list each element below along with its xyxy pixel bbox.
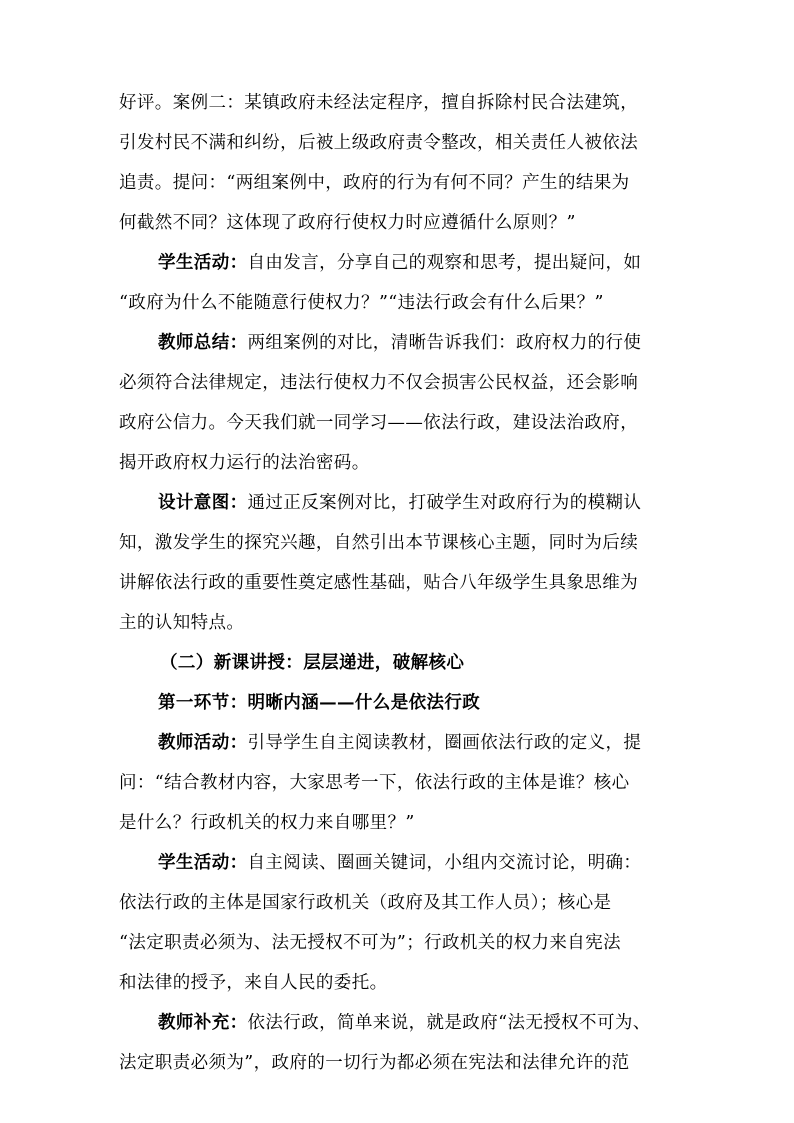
paragraph-line: 讲解依法行政的重要性奠定感性基础，贴合八年级学生具象思维为 [119, 573, 639, 593]
student-activity-label: 学生活动： [158, 853, 248, 873]
paragraph-line: 问：“结合教材内容，大家思考一下，依法行政的主体是谁？核心 [119, 773, 630, 793]
paragraph-line [158, 251, 679, 275]
paragraph-text: 依法行政，简单来说，就是政府“法无授权不可为、 [247, 1013, 651, 1033]
paragraph-line: 依法行政的主体是国家行政机关（政府及其工作人员）；核心是 [119, 893, 612, 913]
paragraph-line: “法定职责必须为、法无授权不可为”；行政机关的权力来自宪法 [119, 933, 621, 953]
paragraph-line: 是什么？行政机关的权力来自哪里？” [119, 813, 415, 833]
paragraph-line: 揭开政府权力运行的法治密码。 [119, 453, 370, 473]
paragraph-line: 和法律的授予，来自人民的委托。 [119, 973, 388, 993]
paragraph-line: 追责。提问：“两组案例中，政府的行为有何不同？产生的结果为 [119, 173, 630, 193]
paragraph-line: 政府公信力。今天我们就一同学习——依法行政，建设法治政府， [119, 413, 639, 433]
paragraph-line [158, 491, 679, 515]
paragraph-line: 主的认知特点。 [119, 613, 245, 633]
paragraph-line [158, 1011, 679, 1035]
paragraph-line: 知，激发学生的探究兴趣，自然引出本节课核心主题，同时为后续 [119, 533, 639, 553]
paragraph-text: 引导学生自主阅读教材，圈画依法行政的定义，提 [247, 733, 642, 753]
paragraph-line [158, 731, 679, 755]
teacher-supplement-label: 教师补充： [158, 1013, 248, 1033]
paragraph-line [158, 331, 679, 355]
paragraph-line: 何截然不同？这体现了政府行使权力时应遵循什么原则？” [119, 213, 576, 233]
teacher-summary-label: 教师总结： [158, 333, 248, 353]
section-heading: （二）新课讲授：层层递进，破解核心 [160, 653, 465, 673]
paragraph-text: 自主阅读、圈画关键词，小组内交流讨论，明确： [247, 853, 642, 873]
paragraph-line [158, 851, 679, 875]
teacher-activity-label: 教师活动： [158, 733, 248, 753]
subsection-heading: 第一环节：明晰内涵——什么是依法行政 [158, 693, 481, 713]
paragraph-line: 法定职责必须为”，政府的一切行为都必须在宪法和法律允许的范 [119, 1053, 630, 1073]
design-intent-label: 设计意图： [158, 493, 248, 513]
paragraph-line: 必须符合法律规定，违法行使权力不仅会损害公民权益，还会影响 [119, 373, 639, 393]
paragraph-line: 好评。案例二：某镇政府未经法定程序，擅自拆除村民合法建筑， [119, 93, 639, 113]
paragraph-line: “政府为什么不能随意行使权力？”“违法行政会有什么后果？” [119, 293, 604, 313]
paragraph-text: 自由发言，分享自己的观察和思考，提出疑问，如 [247, 253, 642, 273]
student-activity-label: 学生活动： [158, 253, 248, 273]
paragraph-line: 引发村民不满和纠纷，后被上级政府责令整改，相关责任人被依法 [119, 133, 639, 153]
paragraph-text: 两组案例的对比，清晰告诉我们：政府权力的行使 [247, 333, 642, 353]
paragraph-text: 通过正反案例对比，打破学生对政府行为的模糊认 [247, 493, 642, 513]
